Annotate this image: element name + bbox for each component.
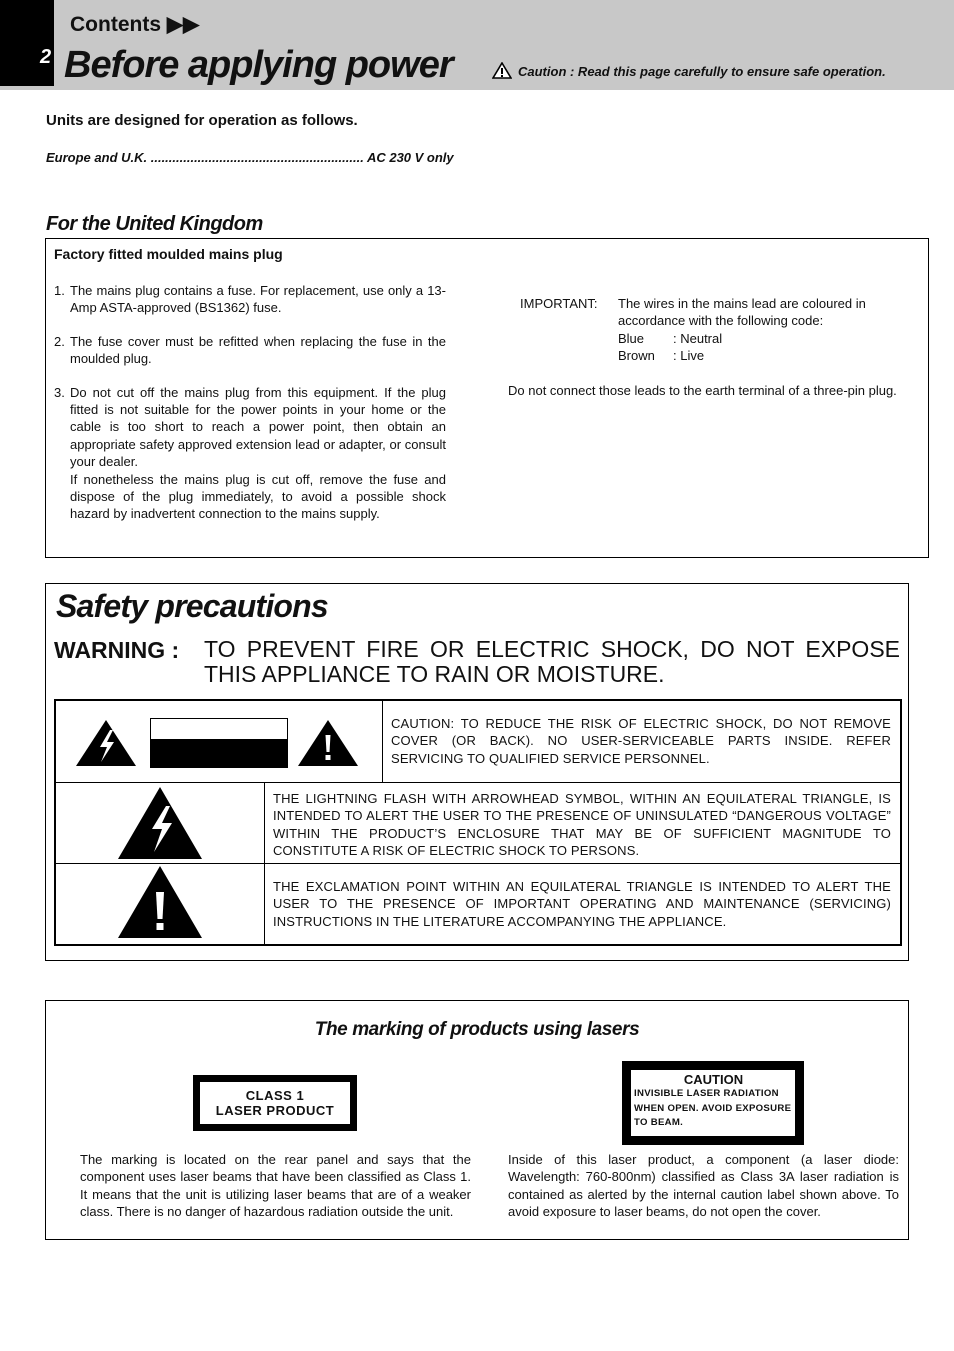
laser-left-text: The marking is located on the rear panel and says that the component uses laser beams that have been classified as Class 1. It means that the unit is utilizing laser beams that are of a weaker class. There is no danger of hazardous radiation outside the unit. (80, 1152, 471, 1220)
page-title: Before applying power (64, 44, 453, 86)
important-text: The wires in the mains lead are coloured in accordance with the following code: (618, 296, 866, 329)
lightning-triangle-icon (74, 718, 138, 768)
lightning-text: THE LIGHTNING FLASH WITH ARROWHEAD SYMBOL, WITHIN AN EQUILATERAL TRIANGLE, IS INTENDED TO ALERT THE USER TO THE PRESENCE OF UNINSULATED “DANGEROUS VOLTAGE” WITHIN THE PRODUCT’S ENCLOSURE THAT MAY BE OF SUFFICIENT MAGNITUDE TO CONSTITUTE A RISK OF ELECTRIC SHOCK TO PERSONS. (273, 791, 891, 859)
important-label: IMPORTANT: (520, 296, 598, 311)
page-number-tab (0, 0, 54, 86)
caution-label-box (150, 718, 288, 768)
contents-link[interactable]: Contents ▶▶ (70, 13, 200, 36)
plug-heading: Factory fitted moulded mains plug (54, 246, 283, 262)
class1-label (193, 1075, 357, 1131)
class1-line1: CLASS 1 (245, 1088, 305, 1103)
caution-text: CAUTION: TO REDUCE THE RISK OF ELECTRIC SHOCK, DO NOT REMOVE COVER (OR BACK). NO USER-SERVICEABLE PARTS INSIDE. REFER SERVICING TO QUALIFIED SERVICE PERSONNEL. (391, 716, 891, 766)
exclamation-triangle-icon (117, 865, 203, 939)
laser-caution-line1: INVISIBLE LASER RADIATION (634, 1088, 779, 1099)
lightning-triangle-icon (117, 786, 203, 860)
class1-line2: LASER PRODUCT (215, 1103, 335, 1118)
divider (56, 782, 900, 783)
warning-label: WARNING : (54, 637, 180, 663)
page-number: 2 (40, 46, 52, 68)
units-heading: Units are designed for operation as follows. (46, 112, 358, 129)
list-item: 3. Do not cut off the mains plug from this equipment. If the plug fitted is not suitable for the power points in your home or the cable is too short to reach a power point, then obtain an appropriate safety approved extension lead or adapter, or consult your dealer. If nonetheless the mains plug is cut off, remove the fuse and dispose of the plug immediately, to avoid a possible shock hazard by inadvertent connection to the mains supply. (54, 384, 446, 522)
list-item: 2. The fuse cover must be refitted when replacing the fuse in the moulded plug. (54, 333, 446, 367)
laser-right-text: Inside of this laser product, a component (a laser diode: Wavelength: 760-800nm) classified as Class 3A laser radiation is contained as alerted by the internal caution label shown above. To avoid exposure to laser beams, do not open the cover. (508, 1152, 899, 1220)
caution-note-text: Caution : Read this page carefully to ensure safe operation. (518, 64, 886, 79)
list-item: 1. The mains plug contains a fuse. For replacement, use only a 13-Amp ASTA-approved (BS1362) fuse. (54, 283, 446, 316)
divider (382, 701, 383, 782)
divider (56, 863, 900, 864)
exclamation-triangle-icon (296, 718, 360, 768)
exclamation-text: THE EXCLAMATION POINT WITHIN AN EQUILATERAL TRIANGLE IS INTENDED TO ALERT THE USER TO THE PRESENCE OF IMPORTANT OPERATING AND MAINTENANCE (SERVICING) INSTRUCTIONS IN THE LITERATURE ACCOMPANYING THE APPLIANCE. (273, 879, 891, 929)
laser-caution-line2: WHEN OPEN. AVOID EXPOSURE (634, 1102, 792, 1114)
symbol-table (54, 699, 902, 946)
earth-terminal-note: Do not connect those leads to the earth terminal of a three-pin plug. (508, 383, 897, 398)
uk-heading: For the United Kingdom (46, 213, 263, 235)
europe-voltage: Europe and U.K. ........................................................... AC 230 V only (46, 150, 454, 165)
wire-brown: Brown : Live (618, 348, 705, 364)
warning-triangle-icon (492, 62, 512, 79)
laser-title: The marking of products using lasers (314, 1019, 640, 1040)
caution-note (492, 62, 886, 79)
laser-caution-title: CAUTION (683, 1072, 744, 1087)
safety-title: Safety precautions (56, 588, 328, 624)
plug-instructions (54, 282, 446, 539)
laser-caution-label (622, 1061, 804, 1145)
warning-text: TO PREVENT FIRE OR ELECTRIC SHOCK, DO NOT EXPOSE THIS APPLIANCE TO RAIN OR MOISTURE. (204, 636, 900, 687)
laser-caution-line3: TO BEAM. (634, 1117, 684, 1128)
wire-blue: Blue : Neutral (618, 330, 723, 346)
